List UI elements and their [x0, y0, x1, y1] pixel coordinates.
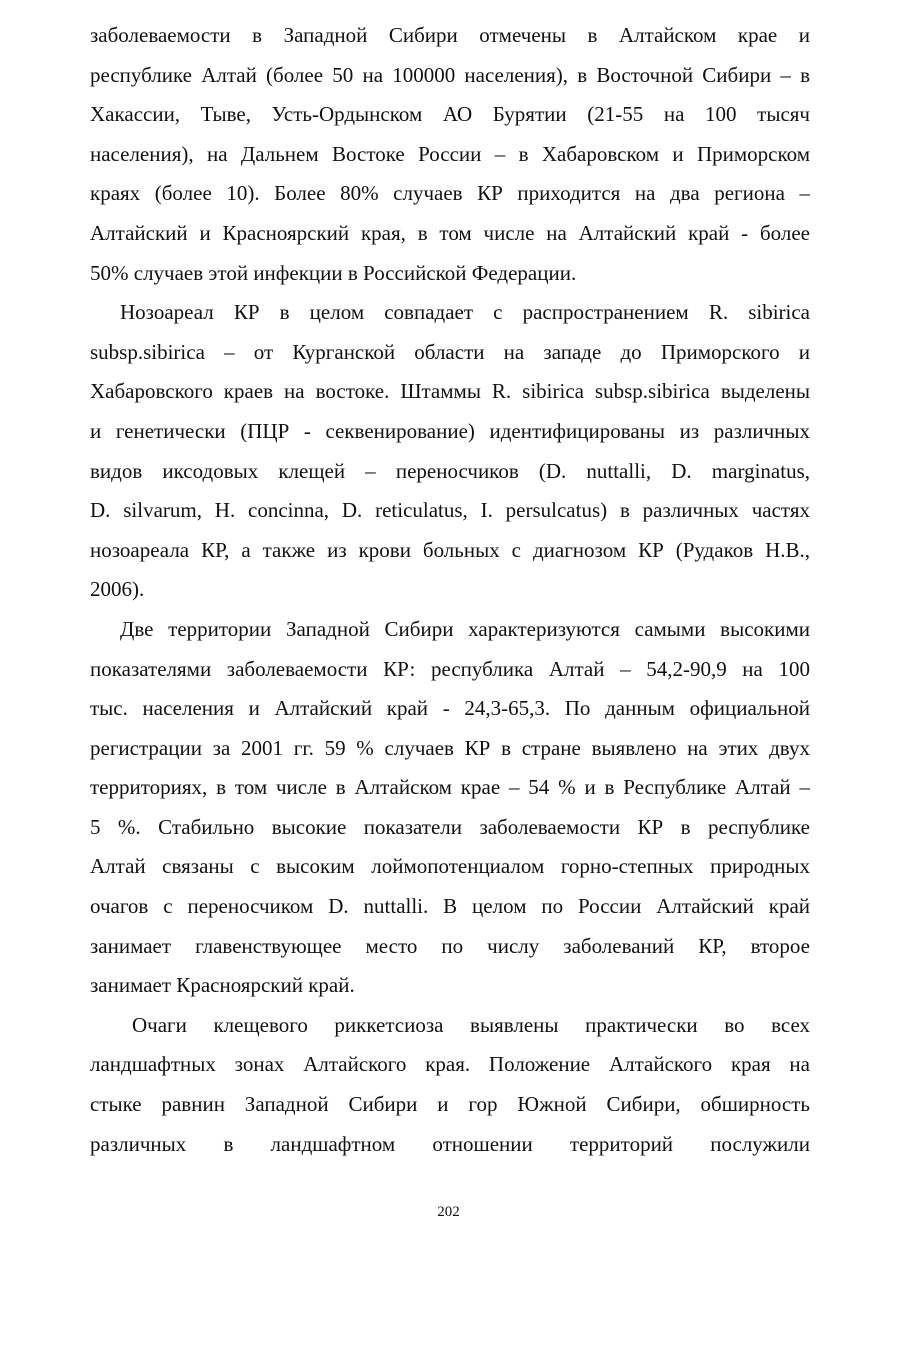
text-line: Алтай связаны с высоким лоймопотенциалом горно-степных природных	[90, 854, 810, 879]
text-line: регистрации за 2001 гг. 59 % случаев КР в стране выявлено на этих двух	[90, 735, 810, 760]
text-line: видов иксодовых клещей – переносчиков (D. nuttalli, D. marginatus,	[90, 458, 810, 483]
text-line: очагов с переносчиком D. nuttalli. В целом по России Алтайский край	[90, 894, 810, 919]
text-line: Две территории Западной Сибири характеризуются самыми высокими	[120, 616, 810, 641]
text-line: Хабаровского краев на востоке. Штаммы R. sibirica subsp.sibirica выделены	[90, 379, 810, 404]
text-line: 5 %. Стабильно высокие показатели заболеваемости КР в республике	[90, 814, 810, 839]
page-number: 202	[437, 1204, 460, 1220]
text-line: subsp.sibirica – от Курганской области на западе до Приморского и	[90, 339, 810, 364]
text-line: D. silvarum, H. concinna, D. reticulatus, I. persulcatus) в различных частях	[90, 498, 810, 523]
text-line: стыке равнин Западной Сибири и гор Южной Сибири, обширность	[90, 1092, 810, 1117]
paragraph-3	[90, 610, 810, 1006]
text-line: различных в ландшафтном отношении территорий послужили	[90, 1131, 810, 1156]
text-line: занимает Красноярский край.	[90, 973, 355, 998]
text-line: краях (более 10). Более 80% случаев КР приходится на два региона –	[90, 181, 810, 206]
text-line: ландшафтных зонах Алтайского края. Положение Алтайского края на	[90, 1052, 810, 1077]
text-line: Очаги клещевого риккетсиоза выявлены практически во всех	[132, 1012, 810, 1037]
text-line: территориях, в том числе в Алтайском крае – 54 % и в Республике Алтай –	[90, 775, 810, 800]
text-line: тыс. населения и Алтайский край - 24,3-65,3. По данным официальной	[90, 696, 810, 721]
text-line: 50% случаев этой инфекции в Российской Федерации.	[90, 260, 577, 285]
text-line: нозоареала КР, а также из крови больных с диагнозом КР (Рудаков Н.В.,	[90, 537, 810, 562]
text-line: Нозоареал КР в целом совпадает с распространением R. sibirica	[120, 300, 810, 325]
paragraph-1	[90, 16, 810, 293]
text-line: и генетически (ПЦР - секвенирование) идентифицированы из различных	[90, 418, 810, 443]
paragraph-2	[90, 293, 810, 610]
text-line: населения), на Дальнем Востоке России – в Хабаровском и Приморском	[90, 141, 810, 166]
text-line: Алтайский и Красноярский края, в том числе на Алтайский край - более	[90, 220, 810, 245]
paragraph-4	[90, 1006, 810, 1164]
text-line: 2006).	[90, 577, 145, 602]
text-line: республике Алтай (более 50 на 100000 населения), в Восточной Сибири – в	[90, 62, 810, 87]
document-body	[90, 16, 810, 1164]
text-line: показателями заболеваемости КР: республика Алтай – 54,2-90,9 на 100	[90, 656, 810, 681]
text-line: Хакассии, Тыве, Усть-Ордынском АО Бурятии (21-55 на 100 тысяч	[90, 102, 810, 127]
text-line: заболеваемости в Западной Сибири отмечены в Алтайском крае и	[90, 23, 810, 47]
text-line: занимает главенствующее место по числу заболеваний КР, второе	[90, 933, 810, 958]
